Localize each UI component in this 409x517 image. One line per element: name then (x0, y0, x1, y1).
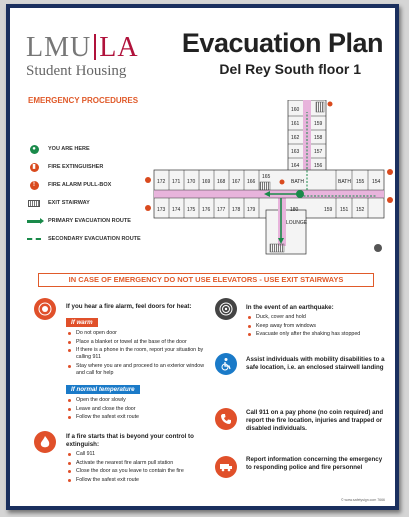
fire-start-heading: If a fire starts that is beyond your control to extinguish: (66, 433, 194, 448)
fire-extinguisher-icon (145, 177, 151, 183)
list-item: Stay where you are and proceed to an exterior window and call for help (68, 363, 208, 377)
legend-item: ! FIRE ALARM PULL-BOX (26, 177, 140, 193)
floor-subtitle: Del Rey South floor 1 (219, 61, 361, 77)
legend-item: ▮ FIRE EXTINGUISHER (26, 159, 140, 175)
fire-alarm-pull-box-icon (387, 197, 393, 203)
phone-icon (215, 408, 237, 430)
evacuation-plan-sheet (6, 4, 399, 510)
list-item: Follow the safest exit route (68, 414, 208, 421)
payphone-text: Call 911 on a pay phone (no coin required) and report the fire location, injuries and trapped or disabled individuals. (246, 409, 384, 432)
fire-alarm-bell-icon (34, 298, 56, 320)
list-item: Duck, cover and hold (248, 314, 388, 321)
list-item: Follow the safest exit route (68, 477, 208, 484)
elevator-warning-banner: IN CASE OF EMERGENCY DO NOT USE ELEVATORS - USE EXIT STAIRWAYS (38, 273, 374, 287)
fire-alarm-pull-box-icon (145, 205, 151, 211)
list-item: Close the door as you leave to contain the fire (68, 468, 208, 475)
fire-alarm-pull-box-icon: ! (30, 181, 39, 190)
room-label: 151 (340, 207, 349, 213)
wheelchair-icon (215, 353, 237, 375)
lounge-label: LOUNGE (286, 220, 308, 226)
list-item: If there is a phone in the room, report your situation by calling 911 (68, 347, 208, 361)
list-item: Evacuate only after the shaking has stopped (248, 331, 388, 338)
room-number-marker-icon (374, 244, 382, 252)
room-label: 155 (356, 179, 365, 185)
room-label: 156 (314, 163, 323, 169)
room-label: 158 (314, 135, 323, 141)
list-item: Open the door slowly (68, 397, 208, 404)
emergency-procedures-label: EMERGENCY PROCEDURES (28, 96, 139, 105)
legend-item: EXIT STAIRWAY (26, 195, 140, 211)
fire-extinguisher-icon: ▮ (30, 163, 39, 172)
if-normal-list (68, 397, 208, 423)
room-label: 169 (202, 179, 211, 185)
you-are-here-icon: ● (30, 145, 39, 154)
room-label: 179 (247, 207, 256, 213)
earthquake-list (248, 314, 388, 340)
lmu-la-logo: LMU LA Student Housing (26, 32, 139, 79)
footer-credit: © www.safetysign.com 7666 (340, 498, 385, 502)
room-label: 159 (314, 121, 323, 127)
room-label: 180 (290, 207, 299, 213)
list-item: Call 911 (68, 451, 208, 458)
fire-flame-icon (34, 431, 56, 453)
room-label: 170 (187, 179, 196, 185)
room-label: 168 (217, 179, 226, 185)
exit-stairway-icon (260, 182, 270, 190)
room-label: 173 (157, 207, 166, 213)
room-label: 152 (356, 207, 365, 213)
room-label: 176 (202, 207, 211, 213)
fire-truck-icon (215, 456, 237, 478)
room-label: 178 (232, 207, 241, 213)
room-label: 161 (291, 121, 300, 127)
bath-label: BATH (291, 179, 304, 185)
bath-label: BATH (338, 179, 351, 185)
legend-item: PRIMARY EVACUATION ROUTE (26, 213, 140, 229)
room-label: 157 (314, 149, 323, 155)
fire-alarm-heading: If you hear a fire alarm, feel doors for heat: (66, 303, 192, 310)
fire-extinguisher-icon (280, 180, 285, 185)
room-label: 175 (187, 207, 196, 213)
room-label: 174 (172, 207, 181, 213)
earthquake-heading: In the event of an earthquake: (246, 304, 334, 311)
room-label: 177 (217, 207, 226, 213)
if-warm-label: If warm (66, 318, 98, 327)
mobility-assist-text: Assist individuals with mobility disabilities to a safe location, i.e. an enclosed stairwell landing (246, 356, 385, 371)
report-info-text: Report information concerning the emergency to responding police and fire personnel (246, 456, 383, 471)
if-warm-list (68, 330, 208, 378)
room-label: 172 (157, 179, 166, 185)
legend-item: SECONDARY EVACUATION ROUTE (26, 231, 140, 247)
list-item: Activate the nearest fire alarm pull station (68, 460, 208, 467)
exit-stairway-icon (270, 244, 284, 252)
page-title: Evacuation Plan (181, 28, 383, 58)
fire-alarm-pull-box-icon (328, 102, 333, 107)
room-label: 167 (232, 179, 241, 185)
list-item: Place a blanket or towel at the base of the door (68, 339, 208, 346)
fire-extinguisher-icon (387, 169, 393, 175)
map-legend (26, 141, 140, 249)
floor-plan-map (140, 100, 399, 270)
list-item: Do not open door (68, 330, 208, 337)
room-label: 166 (247, 179, 256, 185)
list-item: Keep away from windows (248, 323, 388, 330)
room-label: 165 (262, 174, 271, 180)
room-label: 159 (324, 207, 333, 213)
if-normal-temperature-label: If normal temperature (66, 385, 140, 394)
room-label: 163 (291, 149, 300, 155)
fire-start-list (68, 451, 208, 485)
room-label: 154 (372, 179, 381, 185)
room-label: 160 (291, 107, 300, 113)
room-label: 162 (291, 135, 300, 141)
you-are-here-icon (296, 190, 304, 198)
logo-subtitle: Student Housing (26, 63, 127, 79)
room-label: 171 (172, 179, 181, 185)
primary-route-icon (27, 220, 41, 223)
room-label: 164 (291, 163, 300, 169)
legend-item: ● YOU ARE HERE (26, 141, 140, 157)
exit-stairway-icon (316, 102, 324, 112)
exit-stairway-icon (28, 200, 40, 207)
earthquake-icon (215, 298, 237, 320)
list-item: Leave and close the door (68, 406, 208, 413)
secondary-route-icon (27, 238, 41, 240)
